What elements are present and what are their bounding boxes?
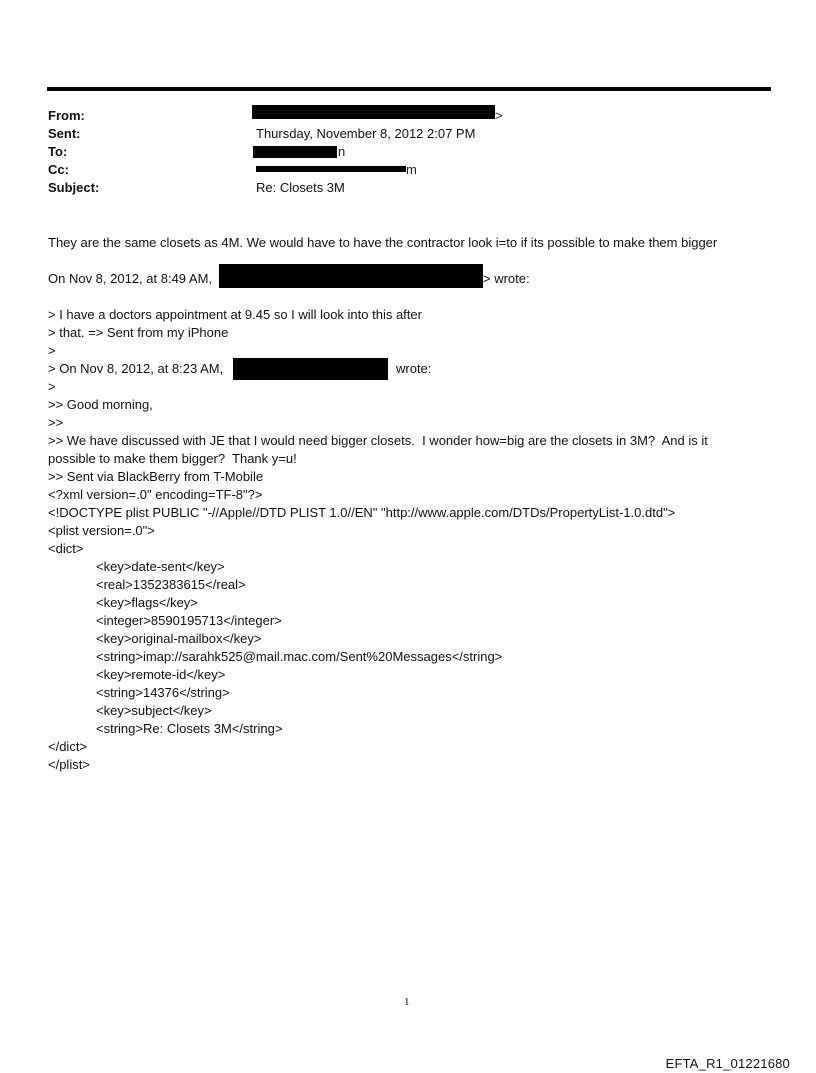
quote1-line: > I have a doctors appointment at 9.45 so I will look into this after bbox=[48, 307, 422, 322]
redaction-cc bbox=[256, 166, 406, 172]
plist-line: <real>1352383615</real> bbox=[96, 577, 246, 592]
quote1-intro-end: > wrote: bbox=[483, 271, 530, 286]
quote2-line: >> Good morning, bbox=[48, 397, 153, 412]
to-label: To: bbox=[48, 144, 68, 159]
quote2-intro-start: > On Nov 8, 2012, at 8:23 AM, bbox=[48, 361, 224, 376]
to-value-tail: n bbox=[338, 144, 346, 159]
sent-value: Thursday, November 8, 2012 2:07 PM bbox=[256, 126, 476, 141]
bates-number: EFTA_R1_01221680 bbox=[665, 1056, 790, 1071]
plist-line: <key>original-mailbox</key> bbox=[96, 631, 262, 646]
quote2-line: possible to make them bigger? Thank y=u! bbox=[48, 451, 297, 466]
plist-line: <string>imap://sarahk525@mail.mac.com/Sent%20Messages</string> bbox=[96, 649, 503, 664]
redaction-from bbox=[252, 105, 495, 119]
redaction-to bbox=[253, 146, 337, 158]
plist-close-line: </plist> bbox=[48, 757, 90, 772]
quote1-line: > that. => Sent from my iPhone bbox=[48, 325, 229, 340]
page-number: 1 bbox=[404, 996, 410, 1008]
quote2-line: >> bbox=[48, 415, 64, 430]
header-rule bbox=[47, 87, 771, 91]
quote2-line: >> We have discussed with JE that I would need bigger closets. I wonder how=big are the closets in 3M? And is it bbox=[48, 433, 708, 448]
xml-declaration-line: <?xml version=.0" encoding=TF-8"?> bbox=[48, 487, 263, 502]
plist-line: <key>remote-id</key> bbox=[96, 667, 226, 682]
redaction-quote1-sender bbox=[219, 264, 483, 288]
plist-line: <key>date-sent</key> bbox=[96, 559, 225, 574]
redaction-quote2-sender bbox=[233, 358, 388, 380]
plist-line: <integer>8590195713</integer> bbox=[96, 613, 282, 628]
doctype-line: <!DOCTYPE plist PUBLIC "-//Apple//DTD PLIST 1.0//EN" "http://www.apple.com/DTDs/PropertyList-1.0.dtd"> bbox=[48, 505, 676, 520]
from-value-tail: > bbox=[495, 108, 503, 123]
sent-label: Sent: bbox=[48, 126, 81, 141]
from-label: From: bbox=[48, 108, 85, 123]
quote1-line: > bbox=[48, 343, 56, 358]
plist-line: <key>subject</key> bbox=[96, 703, 212, 718]
cc-label: Cc: bbox=[48, 162, 69, 177]
dict-close-line: </dict> bbox=[48, 739, 88, 754]
dict-open-line: <dict> bbox=[48, 541, 84, 556]
reply-line: They are the same closets as 4M. We would have to have the contractor look i=to if its possible to make them bigger bbox=[48, 235, 718, 250]
quote2-line: >> Sent via BlackBerry from T-Mobile bbox=[48, 469, 264, 484]
quote2-line: > bbox=[48, 379, 56, 394]
plist-line: <string>Re: Closets 3M</string> bbox=[96, 721, 283, 736]
subject-value: Re: Closets 3M bbox=[256, 180, 345, 195]
quote1-intro-start: On Nov 8, 2012, at 8:49 AM, bbox=[48, 271, 213, 286]
plist-line: <string>14376</string> bbox=[96, 685, 230, 700]
cc-value-tail: m bbox=[406, 162, 417, 177]
plist-open-line: <plist version=.0"> bbox=[48, 523, 155, 538]
plist-line: <key>flags</key> bbox=[96, 595, 198, 610]
subject-label: Subject: bbox=[48, 180, 100, 195]
quote2-intro-end: wrote: bbox=[396, 361, 432, 376]
